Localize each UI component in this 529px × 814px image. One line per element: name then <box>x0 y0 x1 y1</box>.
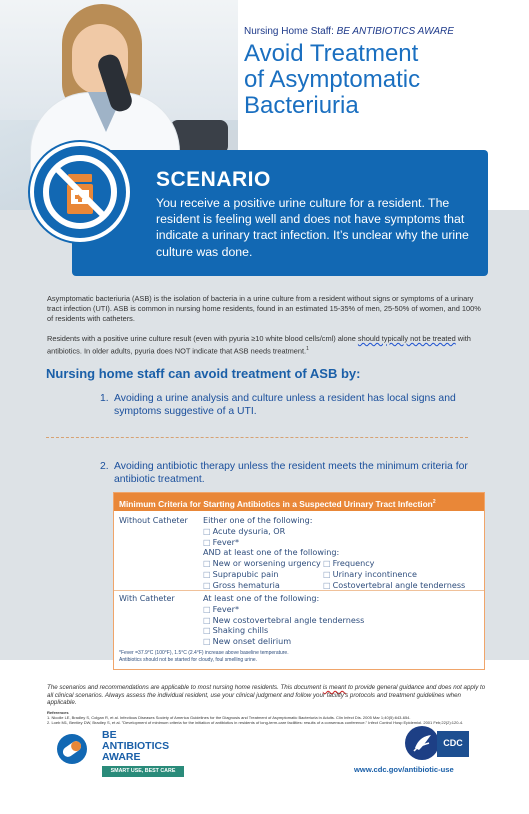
page-title <box>244 41 524 119</box>
checkbox-icon: □ <box>203 536 211 547</box>
no-pill-bottle-icon <box>30 142 130 242</box>
checkbox-icon: □ <box>203 636 211 647</box>
intro-paragraph: Asymptomatic bacteriuria (ASB) is the isolation of bacteria in a urine culture from a resident without signs or symptoms of a urinary tract infection (UTI). ASB is common in nursing home residents, found in an estimated 15-35% of men, 25-50% of women, and 100% of residents with catheters. <box>47 294 481 323</box>
checkbox-icon: □ <box>203 579 211 590</box>
hhs-eagle-icon <box>405 726 439 760</box>
section-heading: Nursing home staff can avoid treatment of ASB by: <box>46 366 361 381</box>
checkbox-icon: □ <box>323 568 331 579</box>
reference-2: 2. Loeb M1, Bentley DW, Bradley S, et al. "Development of minimum criteria for the initiation of antibiotics in residents of long-term-care facilities: results of a consensus conference." Infect Control Hosp Epidemiol. 2001 Feb;22(2):120-4. <box>47 720 464 725</box>
pill-icon <box>57 732 87 766</box>
with-catheter-criteria: At least one of the following: □ Fever* □ New costovertebral angle tenderness □ Shaking chills □ New onset delirium <box>203 593 365 647</box>
checkbox-icon: □ <box>203 614 211 625</box>
title-line-2: of Asymptomatic <box>244 66 421 93</box>
without-catheter-criteria: Either one of the following: □ Acute dysuria, OR □ Fever* AND at least one of the following: □ New or worsening urgency □ Frequency □ Suprapubic pain □ Urinary incontinence □ Gross hematuria □ Costovertebral angle tenderness <box>203 515 466 590</box>
checkbox-icon: □ <box>323 579 331 590</box>
title-line-1: Avoid Treatment <box>244 40 419 67</box>
list-item-text: Avoiding a urine analysis and culture unless a resident has local signs and symptoms suggestive of a UTI. <box>114 393 456 417</box>
with-catheter-label: With Catheter <box>119 594 175 603</box>
list-item-number: 2. <box>100 461 109 472</box>
criteria-title: Minimum Criteria for Starting Antibiotics in a Suspected Urinary Tract Infection$^2$ <box>114 493 484 511</box>
disclaimer: The scenarios and recommendations are applicable to most nursing home residents. This document is meant to provide general guidance and does not apply to all clinical scenarios. Always assess the individual resident, use your clinical judgment and follow your facility's protocols and treatment guidelines when applicable. <box>47 684 486 707</box>
scenario-body: You receive a positive urine culture for a resident. The resident is feeling well and does not have symptoms that indicate a urinary tract infection. It’s unclear why the urine culture was done. <box>156 196 469 259</box>
table-divider <box>114 590 484 591</box>
reference-1: 1. Nicolle LE, Bradley S, Colgan R, et al. Infectious Diseases Society of America Guidelines for the Diagnosis and Treatment of Asymptomatic Bacteriuria in Adults. Clin Infect Dis. 2005 Mar 1;40(5):643-654. <box>47 715 411 720</box>
checkbox-icon: □ <box>203 603 211 614</box>
references: References 1. Nicolle LE, Bradley S, Colgan R, et al. Infectious Diseases Society of America Guidelines for the Diagnosis and Treatment of Asymptomatic Bacteriuria in Adults. Clin Infect Dis. 2005 Mar 1;40(5):643-654. 2. Loeb M1, Bentley DW, Bradley S, et al. "Development of minimum criteria for the initiation of antibiotics in residents of long-term-care facilities: results of a consensus conference." Infect Control Hosp Epidemiol. 2001 Feb;22(2):120-4. <box>47 710 487 725</box>
website-link[interactable]: www.cdc.gov/antibiotic-use <box>354 765 454 774</box>
list-item-number: 1. <box>100 393 109 404</box>
checkbox-icon: □ <box>203 625 211 636</box>
list-item-text: Avoiding antibiotic therapy unless the resident meets the minimum criteria for antibiotic treatment. <box>114 461 468 485</box>
list-item <box>100 392 470 418</box>
checkbox-icon: □ <box>203 558 211 569</box>
criteria-footnote: *Fever =37.9°C (100°F), 1.5°C (2.4°F) increase above baseline temperature. Antibiotics should not be started for cloudy, foul smelling urine. <box>119 650 289 663</box>
without-catheter-label: Without Catheter <box>119 516 188 525</box>
title-line-3: Bacteriuria <box>244 92 359 119</box>
cdc-logo: CDC <box>437 731 469 757</box>
checkbox-icon: □ <box>203 525 211 536</box>
logo-tagline: SMART USE, BEST CARE <box>102 766 184 777</box>
checkbox-icon: □ <box>203 568 211 579</box>
dotted-divider <box>46 437 468 438</box>
list-item <box>100 460 470 486</box>
scenario-title: SCENARIO <box>156 168 271 191</box>
pyuria-paragraph: Residents with a positive urine culture result (even with pyuria ≥10 white blood cells/cml) alone should typically not be treated with antibiotics. In older adults, pyuria does NOT indicate that ASB needs treatment.$^1$ <box>47 334 471 356</box>
be-antibiotics-aware-logo: BE ANTIBIOTICS AWARE SMART USE, BEST CARE <box>55 728 215 788</box>
criteria-table <box>113 492 485 670</box>
audience-kicker: Nursing Home Staff: BE ANTIBIOTICS AWARE <box>244 26 454 37</box>
checkbox-icon: □ <box>323 558 331 569</box>
